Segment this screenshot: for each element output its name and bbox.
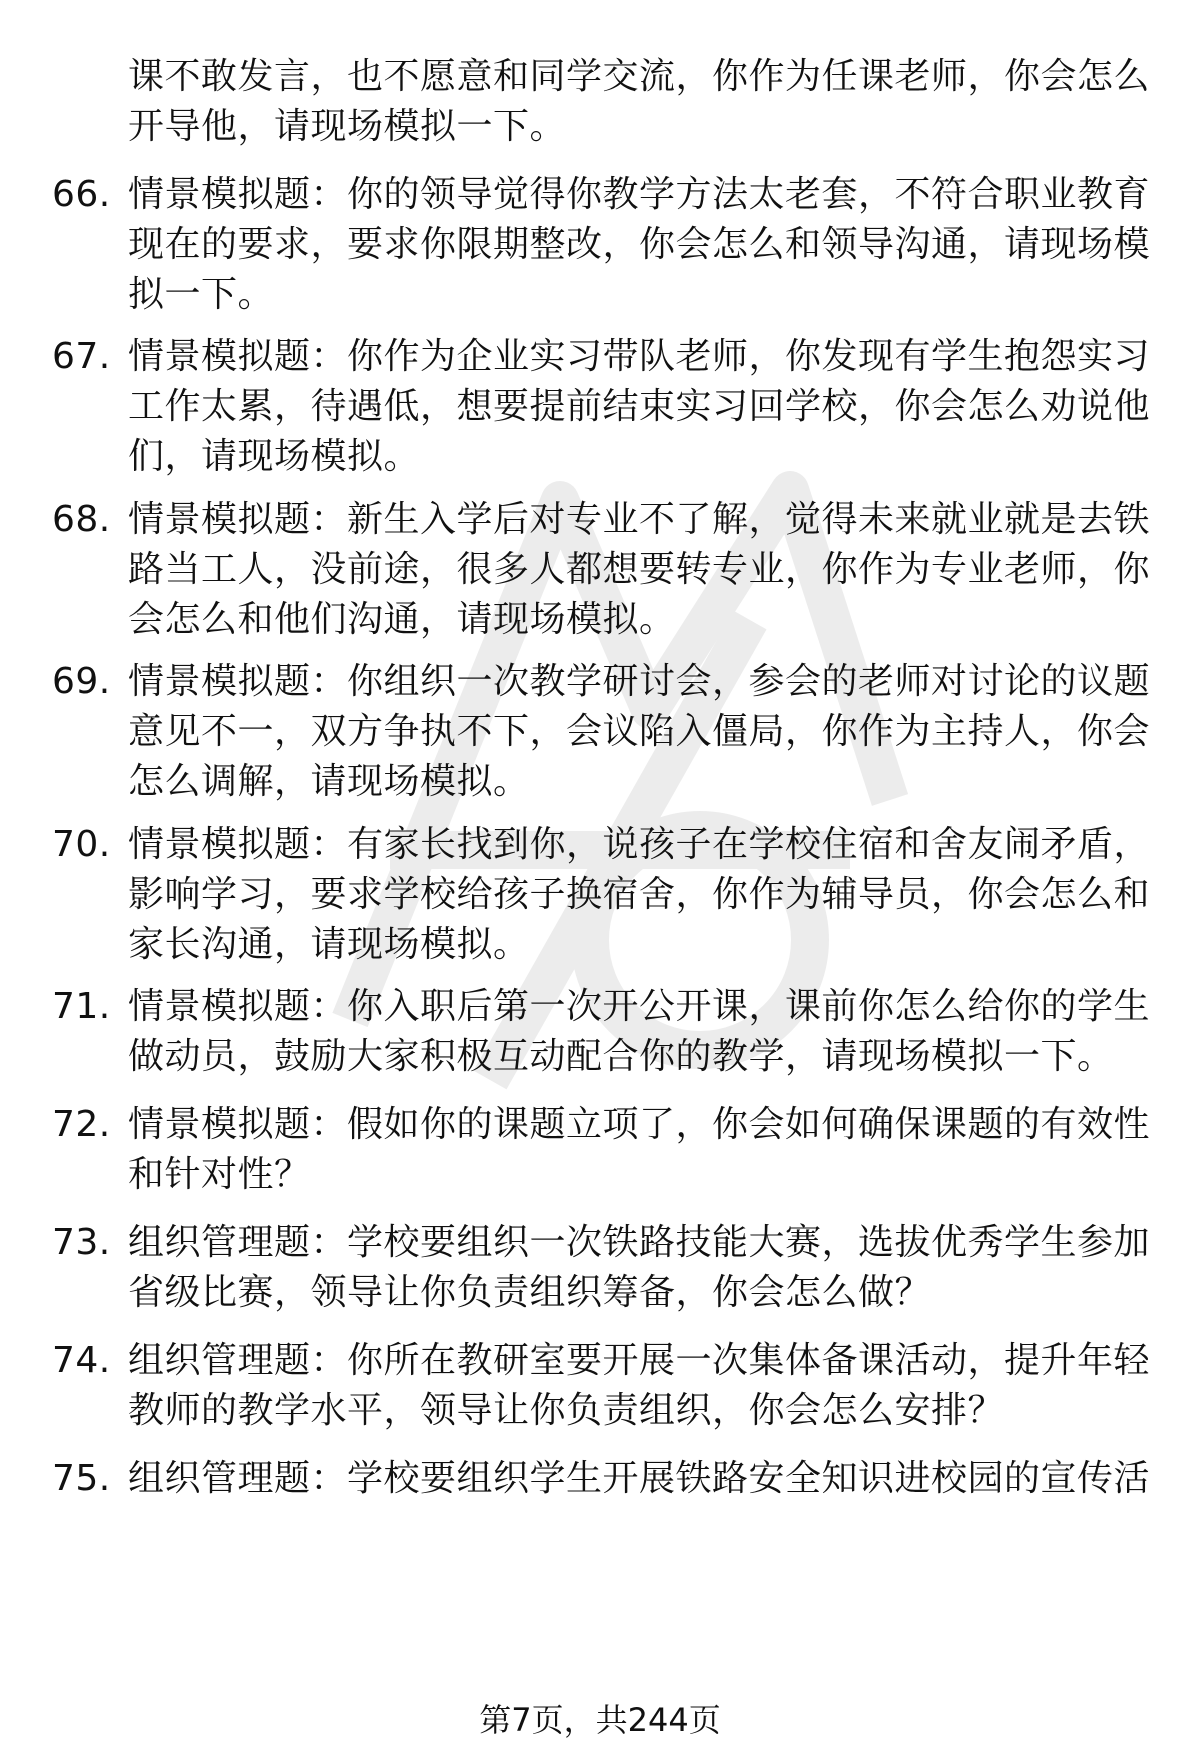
question-number: 70. — [52, 824, 111, 865]
question-line: 组织管理题：你所在教研室要开展一次集体备课活动，提升年轻 — [128, 1340, 1151, 1381]
question-number: 66. — [52, 174, 111, 215]
question-item — [52, 1336, 1152, 1436]
question-line: 们，请现场模拟。 — [128, 436, 421, 477]
question-item — [52, 495, 1152, 645]
question-line: 情景模拟题：有家长找到你，说孩子在学校住宿和舍友闹矛盾， — [128, 824, 1151, 865]
question-line: 情景模拟题：假如你的课题立项了，你会如何确保课题的有效性 — [128, 1104, 1151, 1145]
question-line: 怎么调解，请现场模拟。 — [128, 761, 530, 802]
question-item — [52, 1454, 1152, 1504]
question-line: 意见不一，双方争执不下，会议陷入僵局，你作为主持人，你会 — [128, 711, 1151, 752]
page-footer: 第7页，共244页 — [479, 1701, 721, 1739]
question-item — [52, 982, 1152, 1082]
intro-continuation — [52, 52, 1152, 152]
question-line: 情景模拟题：你入职后第一次开公开课，课前你怎么给你的学生 — [128, 986, 1151, 1027]
question-item — [52, 820, 1152, 970]
question-number: 72. — [52, 1104, 111, 1145]
question-line: 情景模拟题：你的领导觉得你教学方法太老套，不符合职业教育 — [128, 174, 1151, 215]
question-number: 75. — [52, 1458, 111, 1499]
question-line: 路当工人，没前途，很多人都想要转专业，你作为专业老师，你 — [128, 549, 1151, 590]
question-line: 影响学习，要求学校给孩子换宿舍，你作为辅导员，你会怎么和 — [128, 874, 1151, 915]
question-number: 67. — [52, 336, 111, 377]
question-item — [52, 1218, 1152, 1318]
question-number: 74. — [52, 1340, 111, 1381]
question-line: 组织管理题：学校要组织一次铁路技能大赛，选拔优秀学生参加 — [128, 1222, 1151, 1263]
question-line: 工作太累，待遇低，想要提前结束实习回学校，你会怎么劝说他 — [128, 386, 1151, 427]
question-number: 68. — [52, 499, 111, 540]
question-item — [52, 1100, 1152, 1200]
question-line: 教师的教学水平，领导让你负责组织，你会怎么安排？ — [128, 1390, 1005, 1431]
question-line: 组织管理题：学校要组织学生开展铁路安全知识进校园的宣传活 — [128, 1458, 1151, 1499]
question-line: 情景模拟题：你作为企业实习带队老师，你发现有学生抱怨实习 — [128, 336, 1151, 377]
question-number: 69. — [52, 661, 111, 702]
question-line: 情景模拟题：你组织一次教学研讨会，参会的老师对讨论的议题 — [128, 661, 1151, 702]
intro-line: 开导他，请现场模拟一下。 — [128, 106, 567, 147]
question-line: 做动员，鼓励大家积极互动配合你的教学，请现场模拟一下。 — [128, 1036, 1114, 1077]
intro-line: 课不敢发言，也不愿意和同学交流，你作为任课老师，你会怎么 — [128, 56, 1151, 97]
question-number: 73. — [52, 1222, 111, 1263]
question-item — [52, 657, 1152, 807]
question-line: 家长沟通，请现场模拟。 — [128, 924, 530, 965]
question-line: 省级比赛，领导让你负责组织筹备，你会怎么做？ — [128, 1272, 932, 1313]
question-line: 现在的要求，要求你限期整改，你会怎么和领导沟通，请现场模 — [128, 224, 1151, 265]
question-line: 会怎么和他们沟通，请现场模拟。 — [128, 599, 676, 640]
question-item — [52, 170, 1152, 320]
question-line: 情景模拟题：新生入学后对专业不了解，觉得未来就业就是去铁 — [128, 499, 1151, 540]
question-item — [52, 332, 1152, 482]
question-line: 拟一下。 — [128, 274, 275, 315]
question-number: 71. — [52, 986, 111, 1027]
question-line: 和针对性？ — [128, 1154, 311, 1195]
